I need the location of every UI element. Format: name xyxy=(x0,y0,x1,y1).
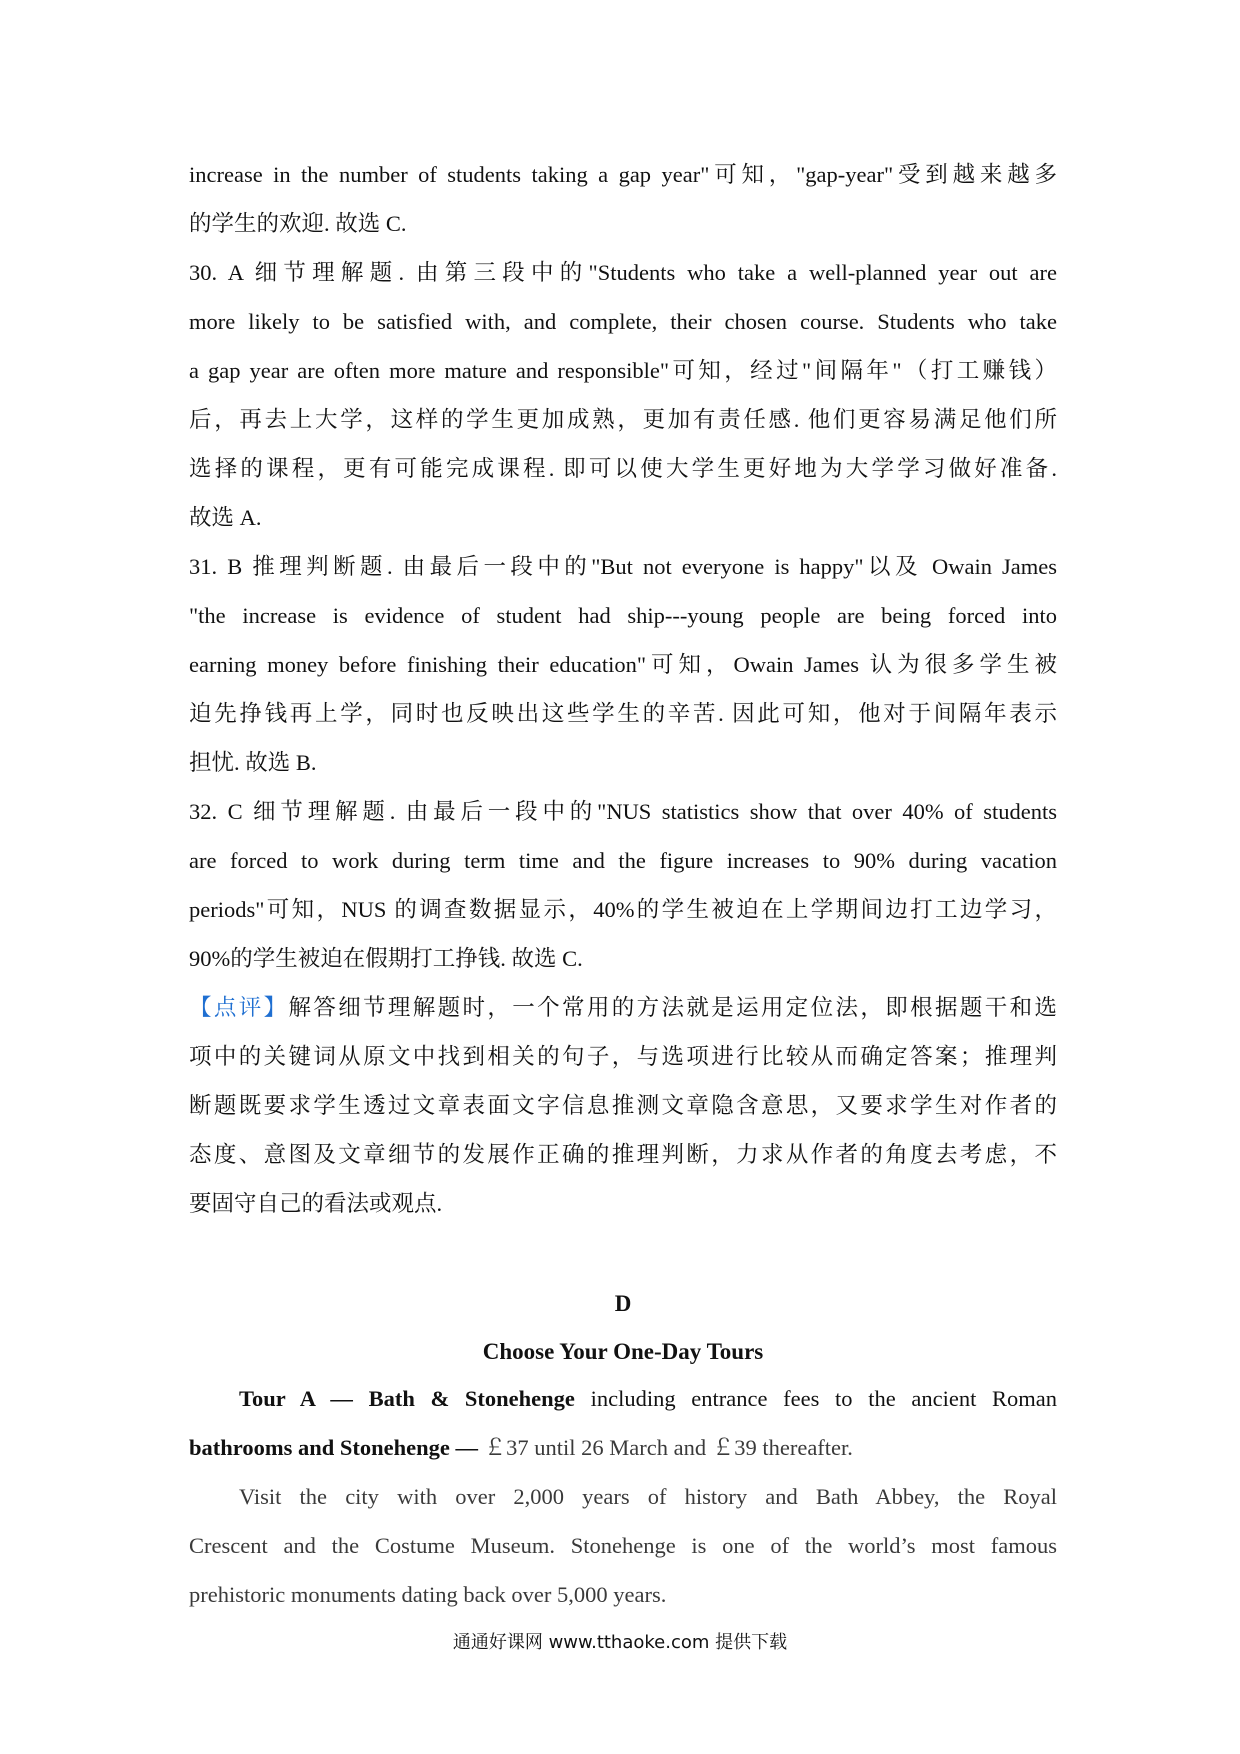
answer-line: are forced to work during term time and the figure increases to 90% during vacation xyxy=(189,848,1057,873)
answer-line: 后，再去上大学，这样的学生更加成熟，更加有责任感. 他们更容易满足他们所 xyxy=(189,407,1057,432)
tour-a-block xyxy=(189,1374,1057,1619)
section-title: Choose Your One-Day Tours xyxy=(482,1339,764,1364)
answer-line: 选择的课程，更有可能完成课程. 即可以使大学生更好地为大学学习做好准备. xyxy=(189,456,1057,481)
tour-a-para-line: prehistoric monuments dating back over 5,000 years. xyxy=(189,1582,667,1607)
tour-a-para-line: Visit the city with over 2,000 years of history and Bath Abbey, the Royal xyxy=(239,1484,1057,1509)
answer-line: 的学生的欢迎. 故选 C. xyxy=(189,211,407,236)
comment-line: 断题既要求学生透过文章表面文字信息推测文章隐含意思，又要求学生对作者的 xyxy=(189,1093,1057,1118)
answer-line: 担忧. 故选 B. xyxy=(189,750,317,775)
comment-line: 项中的关键词从原文中找到相关的句子，与选项进行比较从而确定答案；推理判 xyxy=(189,1044,1057,1069)
answer-line: 32. C 细节理解题. 由最后一段中的"NUS statistics show that over 40% of students xyxy=(189,799,1057,824)
answer-line: 30. A 细节理解题. 由第三段中的"Students who take a well-planned year out are xyxy=(189,260,1057,285)
answer-line: 31. B 推理判断题. 由最后一段中的"But not everyone is happy"以及 Owain James xyxy=(189,554,1057,579)
tour-a-desc: including entrance fees to the ancient Roman xyxy=(574,1386,1057,1411)
answer-line: a gap year are often more mature and responsible"可知，经过"间隔年"（打工赚钱） xyxy=(189,358,1057,383)
answer-line: increase in the number of students taking a gap year"可知，"gap-year"受到越来越多 xyxy=(189,162,1057,187)
comment-line: 要固守自己的看法或观点. xyxy=(189,1191,443,1216)
answer-line: 迫先挣钱再上学，同时也反映出这些学生的辛苦. 因此可知，他对于间隔年表示 xyxy=(189,701,1057,726)
page-footer: 通通好课网 www.tthaoke.com 提供下载 xyxy=(452,1632,788,1653)
tour-a-heading-line xyxy=(189,1374,1057,1423)
tour-a-price-bold: bathrooms and Stonehenge — xyxy=(189,1435,479,1460)
page-content xyxy=(189,150,1057,1607)
comment-tag: 【点评】 xyxy=(189,995,289,1020)
tour-a-price-line xyxy=(189,1423,1057,1472)
comment-first-line xyxy=(189,983,1057,1032)
answer-line: earning money before finishing their education"可知，Owain James 认为很多学生被 xyxy=(189,652,1057,677)
answer-explanations xyxy=(189,150,1057,1228)
answer-line: 90%的学生被迫在假期打工挣钱. 故选 C. xyxy=(189,946,583,971)
answer-line: 故选 A. xyxy=(189,505,262,530)
answer-line: "the increase is evidence of student had ship---young people are being forced into xyxy=(189,603,1057,628)
comment-text: 解答细节理解题时，一个常用的方法就是运用定位法，即根据题干和选 xyxy=(288,995,1057,1020)
tour-a-price: ￡37 until 26 March and ￡39 thereafter. xyxy=(483,1435,853,1460)
tour-a-name: Tour A — Bath & Stonehenge xyxy=(239,1386,575,1411)
answer-line: periods"可知，NUS 的调查数据显示，40%的学生被迫在上学期间边打工边学习， xyxy=(189,897,1057,922)
tour-a-para-line: Crescent and the Costume Museum. Stonehenge is one of the world’s most famous xyxy=(189,1533,1057,1558)
comment-line: 态度、意图及文章细节的发展作正确的推理判断，力求从作者的角度去考虑，不 xyxy=(189,1142,1057,1167)
section-letter: D xyxy=(614,1291,632,1316)
answer-line: more likely to be satisfied with, and complete, their chosen course. Students who take xyxy=(189,309,1057,334)
